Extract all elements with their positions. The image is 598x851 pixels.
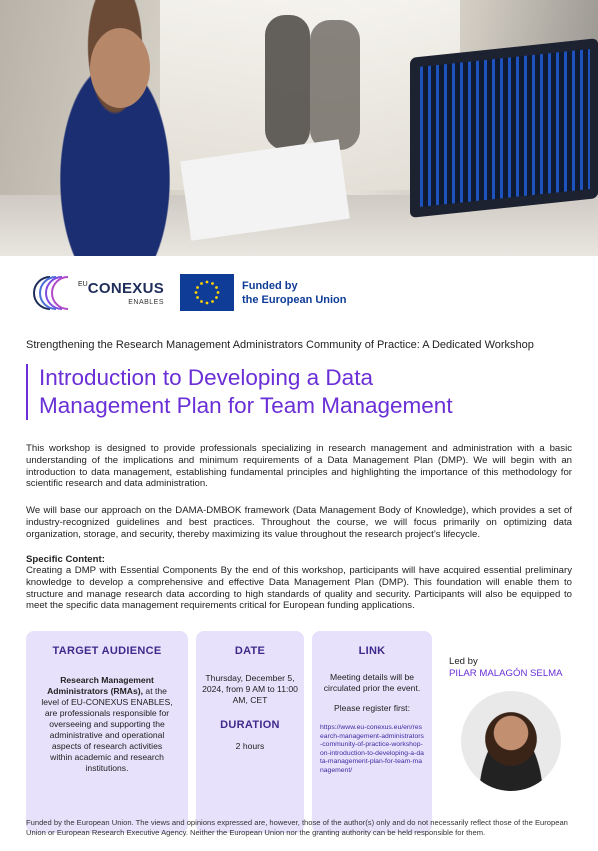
page-title	[26, 364, 586, 420]
leader-name: PILAR MALAGÓN SELMA	[449, 668, 563, 679]
link-card	[312, 631, 432, 833]
conexus-arcs-icon	[30, 273, 74, 313]
hero-photo	[0, 0, 598, 256]
eu-funded-label: Funded by the European Union	[242, 280, 347, 306]
eu-flag-icon	[180, 274, 234, 311]
intro-paragraph: This workshop is designed to provide professionals specializing in research management and administration with a basic understanding of the implications and minimum requirements of a Data Management Plan (DMP). We will begin with an introduction to data management, establishing fundamental principles and highlighting the importance of this methodology for scientific research and data administration.	[26, 443, 572, 490]
date-heading: DATE	[234, 645, 266, 657]
avatar	[461, 691, 561, 791]
duration-heading: DURATION	[220, 719, 280, 731]
link-heading: LINK	[358, 645, 386, 657]
title-line-1: Introduction to Developing a Data	[39, 365, 373, 390]
conexus-eu: EU	[78, 280, 88, 288]
audience-heading: TARGET AUDIENCE	[52, 645, 162, 657]
link-text: Meeting details will be circulated prior the event.	[323, 672, 421, 693]
eu-conexus-logo	[30, 273, 164, 313]
conexus-name: CONEXUS	[87, 279, 165, 297]
register-link[interactable]: https://www.eu-conexus.eu/en/research-management-administrators-community-of-practice-workshop-on-introduction-to-developing-a-data-management-plan-for-team-management/	[320, 724, 424, 774]
content-heading: Specific Content:	[26, 554, 105, 565]
register-label: Please register first:	[334, 703, 410, 713]
approach-paragraph: We will base our approach on the DAMA-DMBOK framework (Data Management Body of Knowledge), which provides a set of industry-recognized guidelines and best practices. Throughout the course, we will focus primarily on optimizing data organization, storage, and security, thereby maximizing its value throughout the research project’s lifecycle.	[26, 505, 572, 540]
logo-row	[30, 272, 347, 314]
footer-disclaimer: Funded by the European Union. The views and opinions expressed are, however, those of the author(s) only and do not necessarily reflect those of the European Union or European Research Executive Agency. Neither the European Union nor the granting authority can be held responsible for them.	[26, 818, 568, 837]
duration-text: 2 hours	[235, 741, 265, 751]
audience-text: at the level of EU-CONEXUS ENABLES, are professionals responsible for overseeing and supporting the administrative and operational aspects of research activities within academic and research institutions.	[41, 686, 173, 773]
led-by-label: Led by	[449, 656, 478, 667]
title-line-2: Management Plan for Team Management	[39, 393, 453, 418]
audience-bold: Research Management Administrators (RMAs),	[47, 675, 154, 696]
date-text: Thursday, December 5, 2024, from 9 AM to 11:00 AM, CET	[202, 673, 298, 705]
content-paragraph: Creating a DMP with Essential Components By the end of this workshop, participants will have acquired essential preliminary knowledge to develop a comprehensive and effective Data Management Plan (DMP). This foundation will enable them to structure and manage research data according to high standards of quality and security. Participants will also be equipped to meet the specific data management requirements critical for European funding applications.	[26, 565, 572, 612]
conexus-sub: ENABLES	[128, 298, 165, 306]
target-audience-card	[26, 631, 188, 833]
date-card	[196, 631, 304, 833]
leader-block	[449, 656, 563, 680]
page-subtitle: Strengthening the Research Management Administrators Community of Practice: A Dedicated Workshop	[26, 339, 534, 351]
